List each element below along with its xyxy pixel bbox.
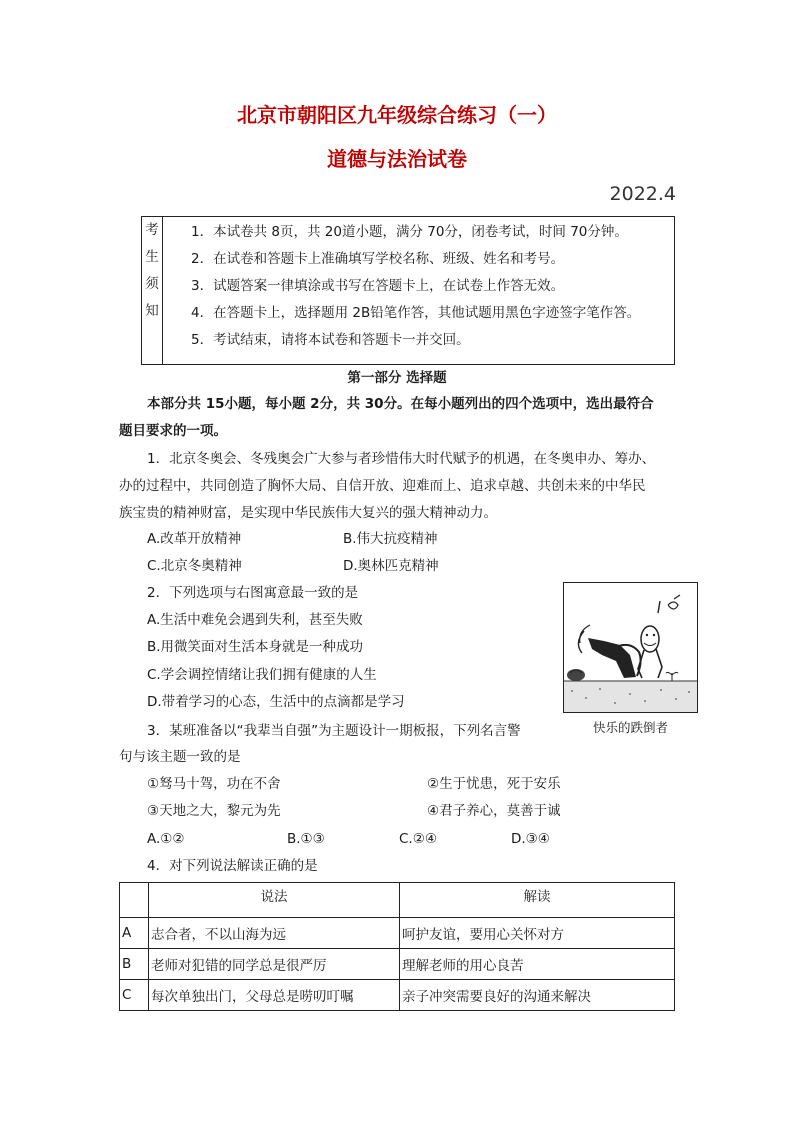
q1-stem: 族宝贵的精神财富，是实现中华民族伟大复兴的强大精神动力。 <box>119 505 497 521</box>
exam-subtitle: 道德与法治试卷 <box>327 147 467 171</box>
q3-option[interactable]: A.①② <box>147 831 185 847</box>
q3-stem: 句与该主题一致的是 <box>119 749 241 765</box>
table-header-cell <box>120 883 149 918</box>
section-title: 第一部分 选择题 <box>347 370 447 386</box>
q3-statement: ④君子养心，莫善于诚 <box>427 803 561 819</box>
q3-statement: ①驽马十驾，功在不舍 <box>147 776 281 792</box>
q2-option[interactable]: A.生活中难免会遇到失利，甚至失败 <box>147 612 363 628</box>
row-interpretation: 亲子冲突需要良好的沟通来解决 <box>400 980 675 1011</box>
q2-option[interactable]: B.用微笑面对生活本身就是一种成功 <box>147 639 364 655</box>
q3-statement: ③天地之大，黎元为先 <box>147 803 281 819</box>
q4-stem: 4．对下列说法解读正确的是 <box>147 858 318 874</box>
q1-option[interactable]: D.奥林匹克精神 <box>343 558 439 574</box>
section-intro: 题目要求的一项。 <box>119 423 227 439</box>
notice-item: 5．考试结束，请将本试卷和答题卡一并交回。 <box>191 332 470 348</box>
table-header-cell: 解读 <box>400 883 675 918</box>
row-statement: 老师对犯错的同学总是很严厉 <box>149 949 400 980</box>
q3-stem: 3．某班准备以“我辈当自强”为主题设计一期板报，下列名言警 <box>147 723 521 739</box>
q1-option[interactable]: C.北京冬奥精神 <box>147 558 242 574</box>
q3-statement: ②生于忧患，死于安乐 <box>427 776 561 792</box>
table-header-cell: 说法 <box>149 883 400 918</box>
table-row[interactable] <box>120 980 675 1011</box>
notice-label-char: 考 <box>145 222 159 238</box>
notice-box <box>141 216 675 365</box>
falling-person-illustration <box>564 583 697 712</box>
row-letter: B <box>120 949 149 980</box>
exam-title: 北京市朝阳区九年级综合练习（一） <box>237 103 557 127</box>
notice-items <box>163 217 675 365</box>
exam-date: 2022.4 <box>609 183 676 205</box>
cartoon-figure <box>563 582 698 713</box>
row-interpretation: 呵护友谊，要用心关怀对方 <box>400 918 675 949</box>
q1-stem: 办的过程中，共同创造了胸怀大局、自信开放、迎难而上、追求卓越、共创未来的中华民 <box>119 478 646 494</box>
q2-option[interactable]: C.学会调控情绪让我们拥有健康的人生 <box>147 667 377 683</box>
row-letter: C <box>120 980 149 1011</box>
notice-item: 3．试题答案一律填涂或书写在答题卡上，在试卷上作答无效。 <box>191 278 565 294</box>
notice-label-char: 须 <box>145 276 159 292</box>
notice-item: 1．本试卷共 8页，共 20道小题，满分 70分，闭卷考试，时间 70分钟。 <box>191 224 628 240</box>
q3-option[interactable]: C.②④ <box>399 831 437 847</box>
figure-caption: 快乐的跌倒者 <box>592 720 668 735</box>
table-row[interactable] <box>120 949 675 980</box>
table-row[interactable] <box>120 918 675 949</box>
table-header-row <box>120 883 675 918</box>
q1-stem: 1．北京冬奥会、冬残奥会广大参与者珍惜伟大时代赋予的机遇，在冬奥申办、筹办、 <box>147 451 656 467</box>
section-intro: 本部分共 15小题，每小题 2分，共 30分。在每小题列出的四个选项中，选出最符合 <box>147 396 654 412</box>
q3-option[interactable]: D.③④ <box>511 831 550 847</box>
q4-table <box>119 882 675 1011</box>
q2-stem: 2．下列选项与右图寓意最一致的是 <box>147 585 359 601</box>
q1-option[interactable]: B.伟大抗疫精神 <box>343 531 438 547</box>
notice-item: 4．在答题卡上，选择题用 2B铅笔作答，其他试题用黑色字迹签字笔作答。 <box>191 305 641 321</box>
row-letter: A <box>120 918 149 949</box>
q1-option[interactable]: A.改革开放精神 <box>147 531 242 547</box>
row-statement: 志合者，不以山海为远 <box>149 918 400 949</box>
notice-label <box>142 217 163 365</box>
row-statement: 每次单独出门，父母总是唠叨叮嘱 <box>149 980 400 1011</box>
q3-option[interactable]: B.①③ <box>287 831 325 847</box>
q2-option[interactable]: D.带着学习的心态，生活中的点滴都是学习 <box>147 694 405 710</box>
row-interpretation: 理解老师的用心良苦 <box>400 949 675 980</box>
notice-item: 2．在试卷和答题卡上准确填写学校名称、班级、姓名和考号。 <box>191 251 565 267</box>
notice-label-char: 知 <box>145 303 159 319</box>
notice-label-char: 生 <box>145 249 159 265</box>
